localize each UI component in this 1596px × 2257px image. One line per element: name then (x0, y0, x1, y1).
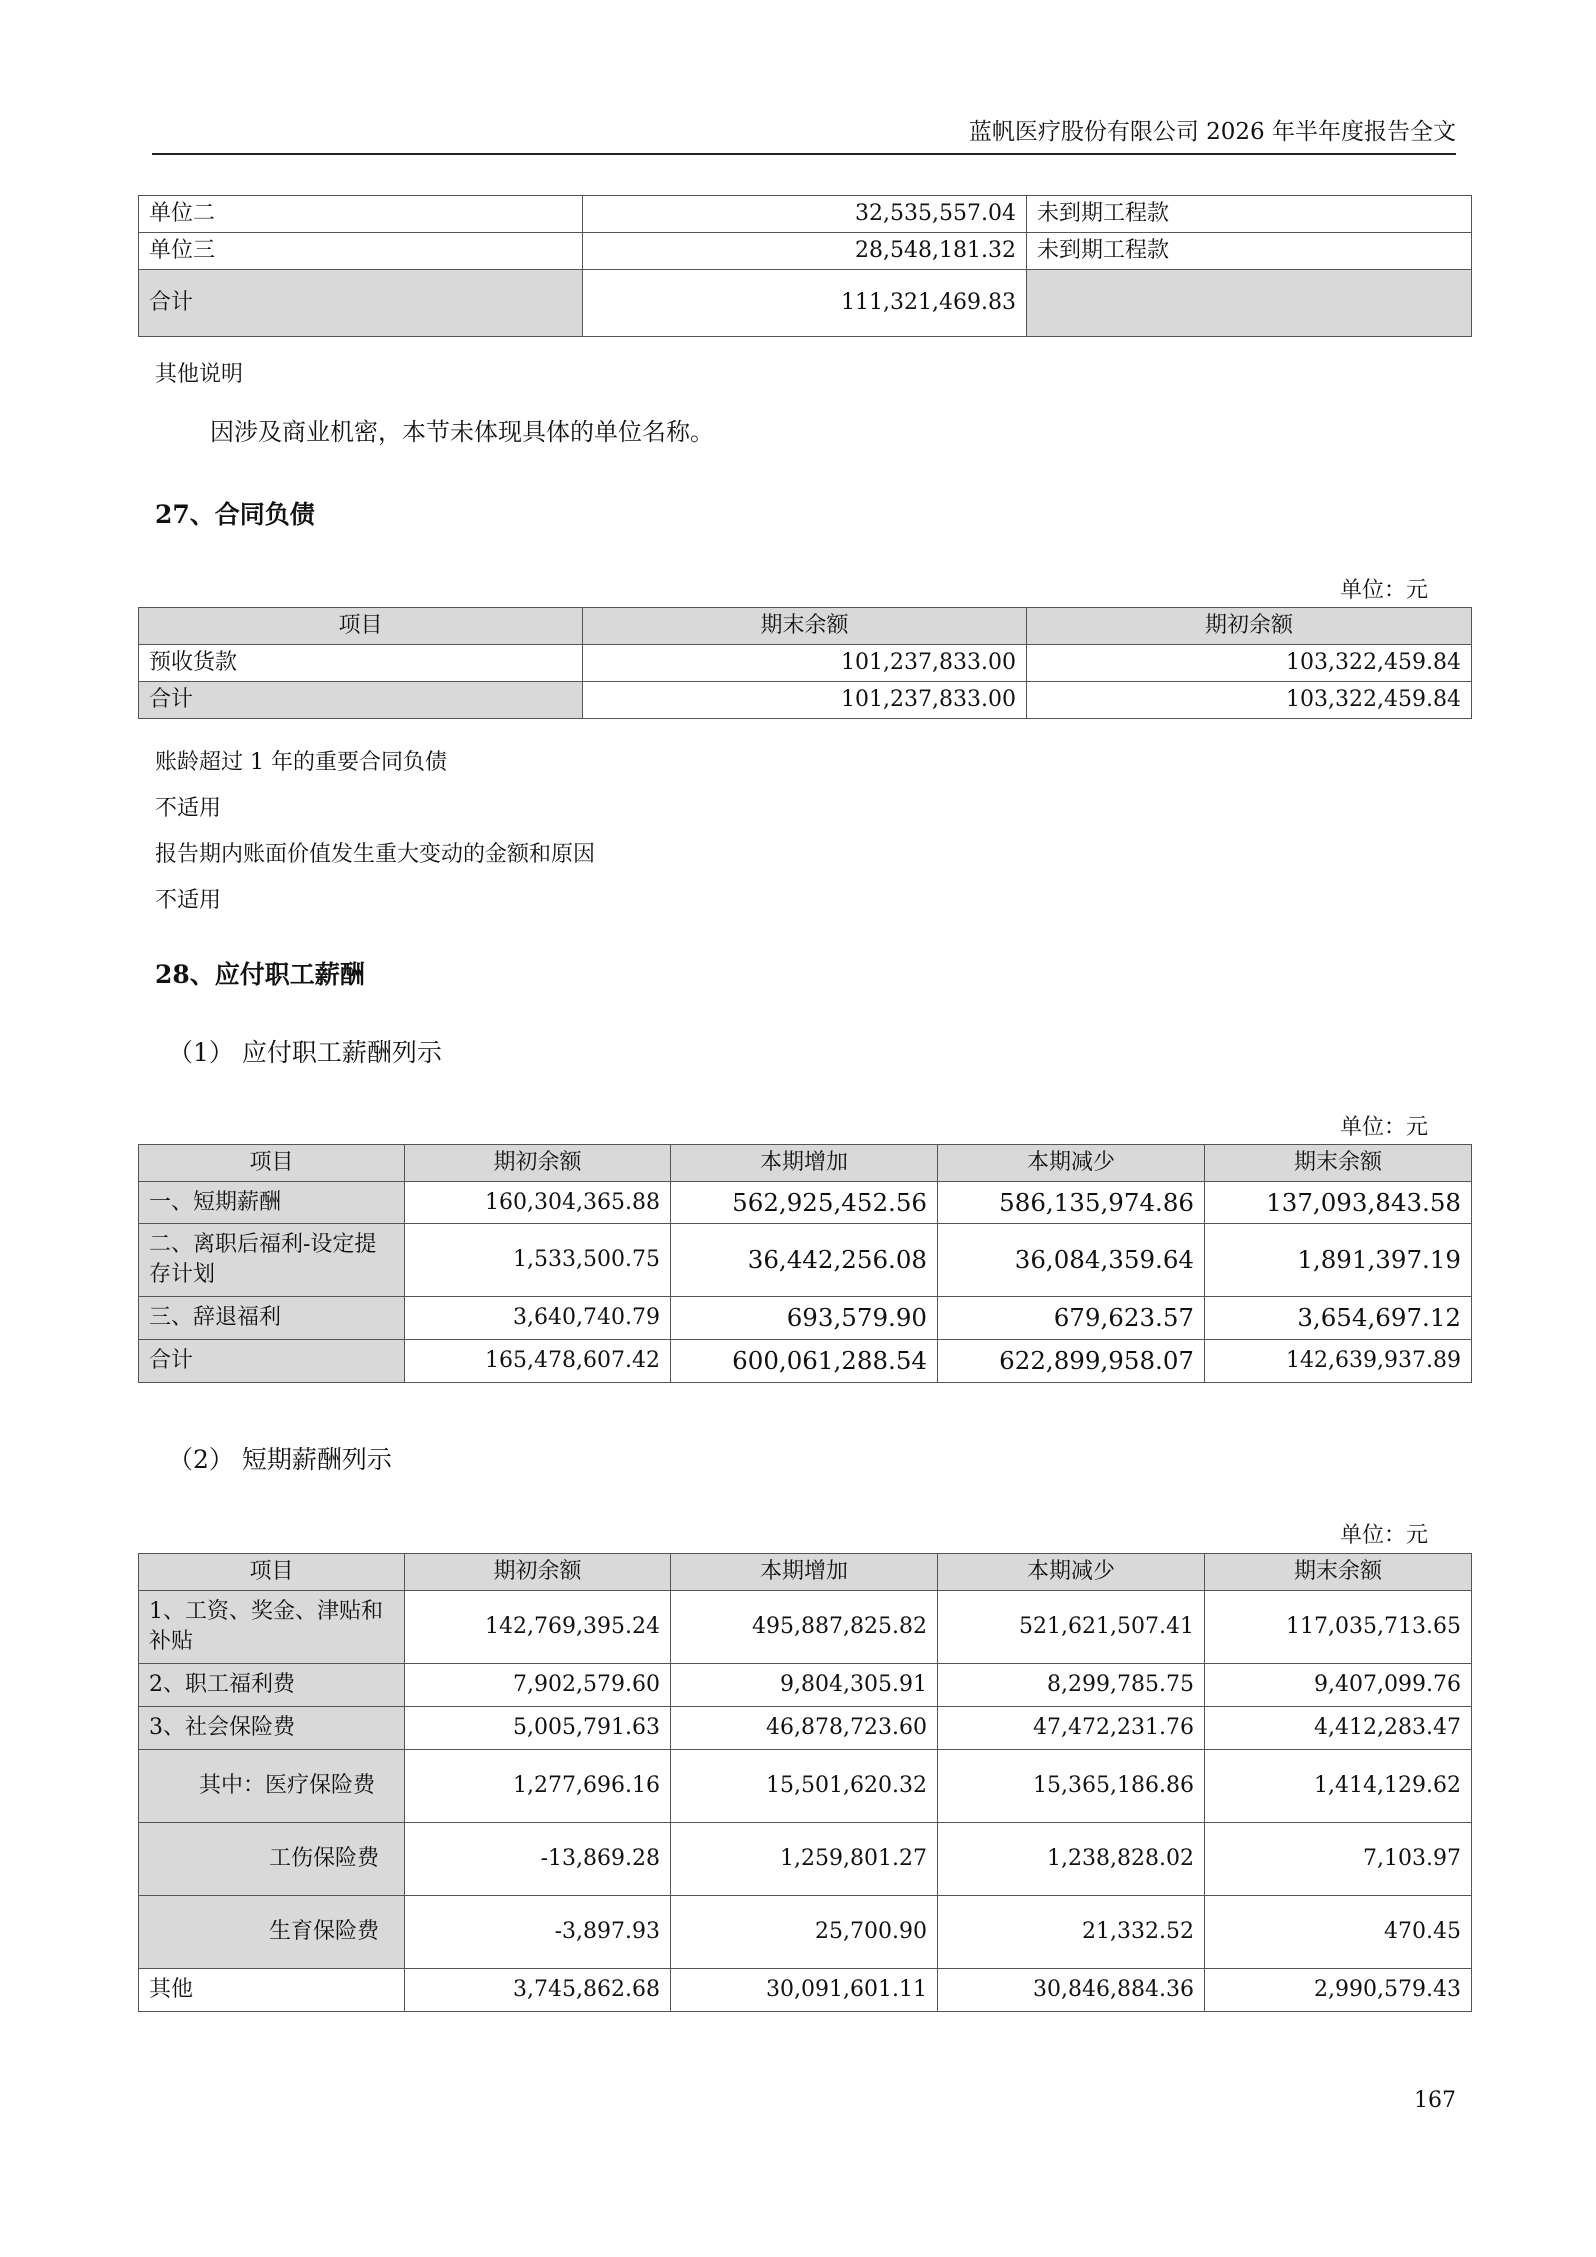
table-header-row (139, 608, 1472, 645)
cell-add: 562,925,452.56 (671, 1182, 938, 1224)
cell-add: 1,259,801.27 (671, 1823, 938, 1896)
col-header-item: 项目 (139, 1554, 405, 1591)
cell-item: 1、工资、奖金、津贴和补贴 (139, 1591, 405, 1664)
cell-begin: 142,769,395.24 (405, 1591, 671, 1664)
col-header-end: 期末余额 (583, 608, 1027, 645)
table-header-row (139, 1145, 1472, 1182)
cell-item: 工伤保险费 (139, 1823, 405, 1896)
section-28-title: 28、应付职工薪酬 (155, 960, 365, 989)
subsection-2-title: （2） 短期薪酬列示 (168, 1445, 392, 1474)
cell-sub: 36,084,359.64 (938, 1224, 1205, 1297)
cell-end: 470.45 (1205, 1896, 1472, 1969)
cell-sub: 21,332.52 (938, 1896, 1205, 1969)
cell-begin: 7,902,579.60 (405, 1664, 671, 1707)
cell-sub: 15,365,186.86 (938, 1750, 1205, 1823)
cell-item: 3、社会保险费 (139, 1707, 405, 1750)
cell-amount: 28,548,181.32 (583, 233, 1027, 270)
cell-begin: -3,897.93 (405, 1896, 671, 1969)
cell-begin: 103,322,459.84 (1027, 682, 1472, 719)
table-row-total (139, 1340, 1472, 1383)
cell-add: 693,579.90 (671, 1297, 938, 1340)
cell-add: 600,061,288.54 (671, 1340, 938, 1383)
cell-end: 4,412,283.47 (1205, 1707, 1472, 1750)
table-row (139, 1896, 1472, 1969)
cell-item: 合计 (139, 682, 583, 719)
table-row (139, 1297, 1472, 1340)
cell-begin: 1,277,696.16 (405, 1750, 671, 1823)
cell-sub: 47,472,231.76 (938, 1707, 1205, 1750)
cell-item: 预收货款 (139, 645, 583, 682)
cell-begin: 3,640,740.79 (405, 1297, 671, 1340)
section-27-unit: 单位：元 (1339, 578, 1428, 603)
cell-reason (1027, 270, 1472, 337)
section-27-title: 27、合同负债 (155, 500, 315, 529)
subsection-1-title: （1） 应付职工薪酬列示 (168, 1038, 442, 1067)
cell-item: 2、职工福利费 (139, 1664, 405, 1707)
other-note-text: 因涉及商业机密，本节未体现具体的单位名称。 (210, 418, 714, 446)
cell-end: 101,237,833.00 (583, 645, 1027, 682)
cell-item: 合计 (139, 270, 583, 337)
table-header-row (139, 1554, 1472, 1591)
cell-item: 其他 (139, 1969, 405, 2012)
table-row (139, 1969, 1472, 2012)
cell-begin: 165,478,607.42 (405, 1340, 671, 1383)
cell-sub: 586,135,974.86 (938, 1182, 1205, 1224)
cell-reason: 未到期工程款 (1027, 196, 1472, 233)
cell-item: 其中：医疗保险费 (139, 1750, 405, 1823)
table-row (139, 1750, 1472, 1823)
payroll-payable-table (138, 1144, 1472, 1383)
cell-amount: 111,321,469.83 (583, 270, 1027, 337)
cell-item: 生育保险费 (139, 1896, 405, 1969)
col-header-sub: 本期减少 (938, 1554, 1205, 1591)
cell-begin: -13,869.28 (405, 1823, 671, 1896)
cell-sub: 679,623.57 (938, 1297, 1205, 1340)
cell-end: 3,654,697.12 (1205, 1297, 1472, 1340)
subsection-1-unit: 单位：元 (1339, 1115, 1428, 1140)
cell-item: 单位三 (139, 233, 583, 270)
table-row (139, 233, 1472, 270)
col-header-add: 本期增加 (671, 1554, 938, 1591)
col-header-begin: 期初余额 (405, 1554, 671, 1591)
cell-end: 1,891,397.19 (1205, 1224, 1472, 1297)
cell-item: 一、短期薪酬 (139, 1182, 405, 1224)
cell-end: 117,035,713.65 (1205, 1591, 1472, 1664)
col-header-sub: 本期减少 (938, 1145, 1205, 1182)
cell-item: 合计 (139, 1340, 405, 1383)
cell-reason: 未到期工程款 (1027, 233, 1472, 270)
other-note-label: 其他说明 (155, 362, 244, 387)
cell-end: 7,103.97 (1205, 1823, 1472, 1896)
col-header-add: 本期增加 (671, 1145, 938, 1182)
cell-end: 101,237,833.00 (583, 682, 1027, 719)
cell-add: 25,700.90 (671, 1896, 938, 1969)
report-header-title: 蓝帆医疗股份有限公司 2026 年半年度报告全文 (968, 119, 1456, 145)
cell-add: 495,887,825.82 (671, 1591, 938, 1664)
contract-liabilities-table (138, 607, 1472, 719)
table-row (139, 1823, 1472, 1896)
cell-item: 单位二 (139, 196, 583, 233)
cell-end: 142,639,937.89 (1205, 1340, 1472, 1383)
cell-add: 30,091,601.11 (671, 1969, 938, 2012)
cell-amount: 32,535,557.04 (583, 196, 1027, 233)
table-row (139, 1224, 1472, 1297)
cell-sub: 521,621,507.41 (938, 1591, 1205, 1664)
table-row-total (139, 682, 1472, 719)
cell-begin: 103,322,459.84 (1027, 645, 1472, 682)
cell-sub: 8,299,785.75 (938, 1664, 1205, 1707)
top-continuation-table (138, 195, 1472, 337)
cell-add: 46,878,723.60 (671, 1707, 938, 1750)
note-line: 不适用 (155, 796, 222, 821)
subsection-2-unit: 单位：元 (1339, 1523, 1428, 1548)
cell-add: 9,804,305.91 (671, 1664, 938, 1707)
cell-end: 1,414,129.62 (1205, 1750, 1472, 1823)
note-line: 账龄超过 1 年的重要合同负债 (155, 750, 447, 775)
col-header-end: 期末余额 (1205, 1145, 1472, 1182)
cell-add: 36,442,256.08 (671, 1224, 938, 1297)
header-divider (152, 153, 1456, 155)
cell-item: 三、辞退福利 (139, 1297, 405, 1340)
table-row (139, 196, 1472, 233)
cell-end: 137,093,843.58 (1205, 1182, 1472, 1224)
col-header-begin: 期初余额 (1027, 608, 1472, 645)
col-header-end: 期末余额 (1205, 1554, 1472, 1591)
cell-sub: 1,238,828.02 (938, 1823, 1205, 1896)
note-line: 报告期内账面价值发生重大变动的金额和原因 (155, 842, 596, 867)
table-row-total (139, 270, 1472, 337)
cell-begin: 160,304,365.88 (405, 1182, 671, 1224)
cell-item: 二、离职后福利-设定提存计划 (139, 1224, 405, 1297)
col-header-begin: 期初余额 (405, 1145, 671, 1182)
cell-begin: 5,005,791.63 (405, 1707, 671, 1750)
col-header-item: 项目 (139, 608, 583, 645)
page-number: 167 (1414, 2088, 1456, 2113)
note-line: 不适用 (155, 888, 222, 913)
table-row (139, 1591, 1472, 1664)
cell-end: 9,407,099.76 (1205, 1664, 1472, 1707)
cell-begin: 3,745,862.68 (405, 1969, 671, 2012)
table-row (139, 1707, 1472, 1750)
cell-begin: 1,533,500.75 (405, 1224, 671, 1297)
table-row (139, 1182, 1472, 1224)
table-row (139, 645, 1472, 682)
cell-sub: 622,899,958.07 (938, 1340, 1205, 1383)
cell-end: 2,990,579.43 (1205, 1969, 1472, 2012)
cell-add: 15,501,620.32 (671, 1750, 938, 1823)
table-row (139, 1664, 1472, 1707)
col-header-item: 项目 (139, 1145, 405, 1182)
short-term-salary-table (138, 1553, 1472, 2012)
cell-sub: 30,846,884.36 (938, 1969, 1205, 2012)
